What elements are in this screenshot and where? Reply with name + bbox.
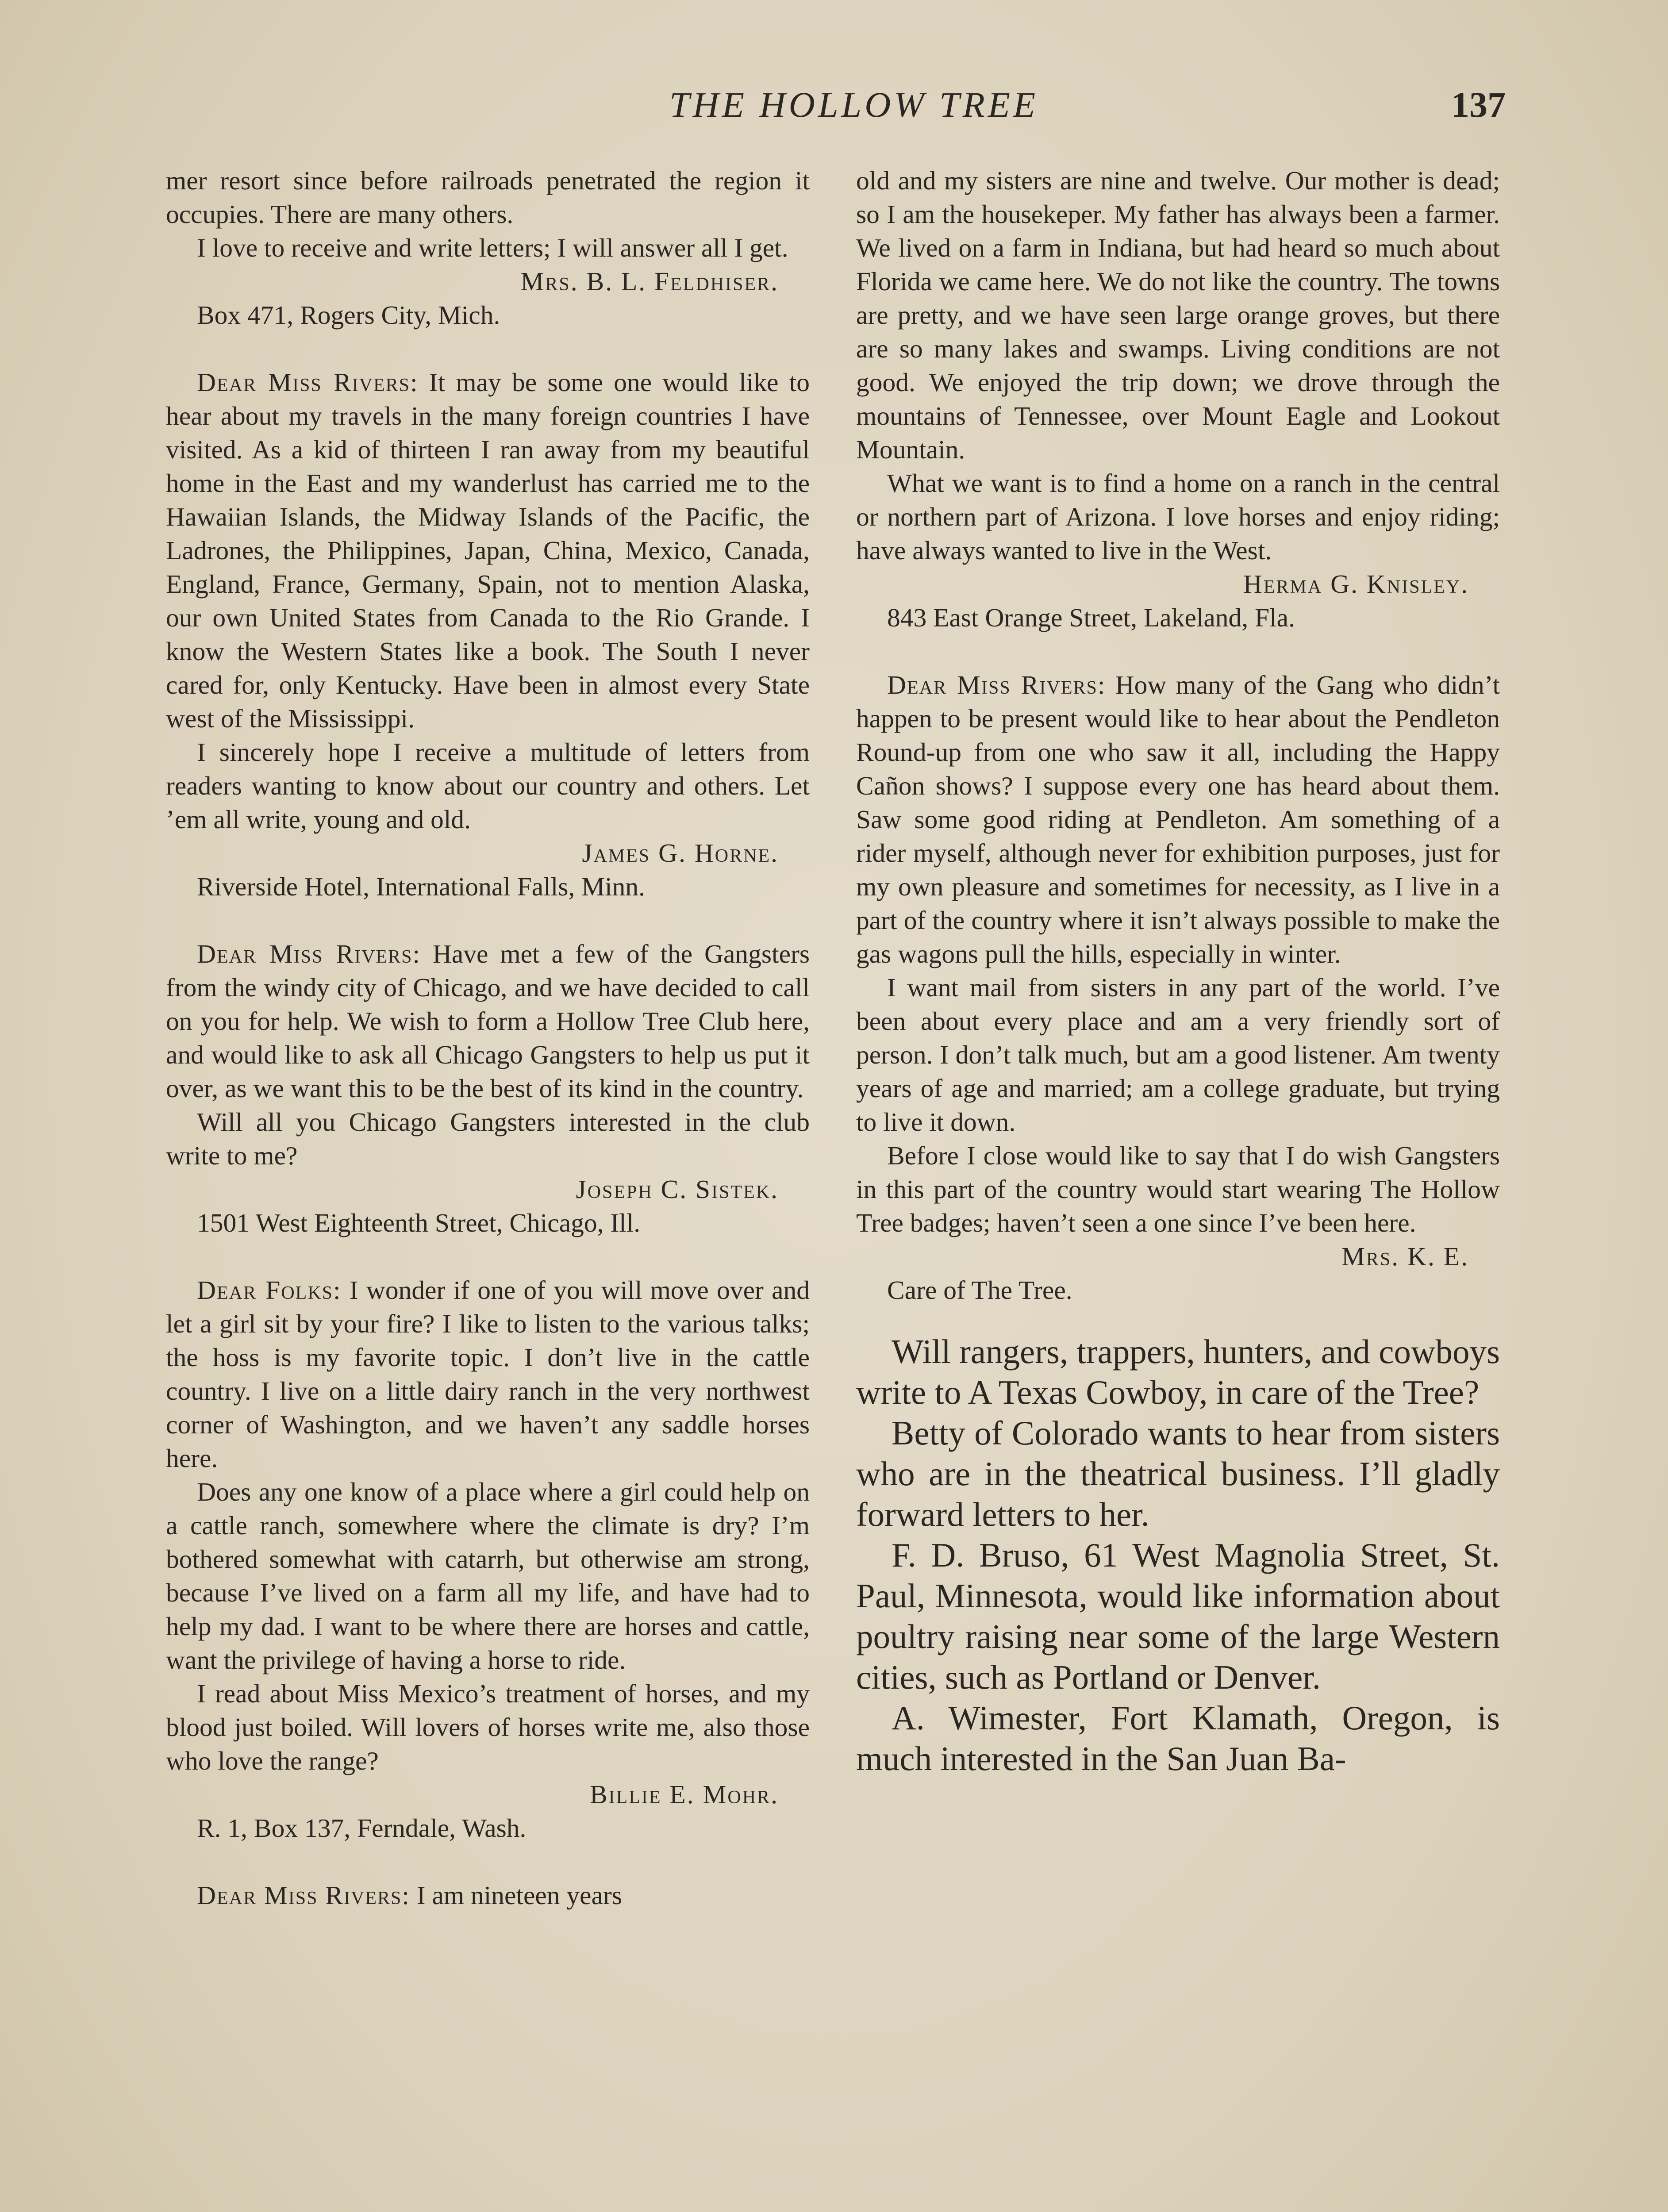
note-paragraph: Will rangers, trappers, hunters, and cowboys write to A Texas Cowboy, in care of the Tree? [856, 1333, 1500, 1411]
letter-text: It may be some one would like to hear about my travels in the many foreign countries I have visited. As a kid of thirteen I ran away from my beautiful home in the East and my wanderlust has carried me to the Hawaiian Islands, the Midway Islands of the Pacific, the Ladrones, the Philippines, Japan, China, Mexico, Canada, England, France, Germany, Spain, not to mention Alaska, our own United States from Canada to the Rio Grande. I know the Western States like a book. The South I never cared for, only Kentucky. Have been in almost every State west of the Mississippi. [166, 368, 810, 733]
letter-salutation: Dear Miss Rivers: [887, 670, 1106, 699]
letter-signature: Joseph C. Sistek. [576, 1175, 779, 1204]
letter-text: mer resort since before railroads penetrated the region it occupies. There are many others. [166, 166, 810, 229]
letter-text: I sincerely hope I receive a multitude of letters from readers wanting to know about our country and others. Let ’em all write, young and old. [166, 737, 810, 834]
letter-text: I read about Miss Mexico’s treatment of horses, and my blood just boiled. Will lovers of horses write me, also those who love the range? [166, 1679, 810, 1775]
letter-text: Does any one know of a place where a girl could help on a cattle ranch, somewhere where the climate is dry? I’m bothered somewhat with catarrh, but otherwise am strong, because I’ve lived on a farm all my life, and have had to help my dad. I want to be where there are horses and cattle, want the privilege of having a horse to ride. [166, 1477, 810, 1674]
note-paragraph: A. Wimester, Fort Klamath, Oregon, is much interested in the San Juan Ba- [856, 1699, 1500, 1778]
letter-text: How many of the Gang who didn’t happen to be present would like to hear about the Pendleton Round-up from one who saw it all, including the Happy Cañon shows? I suppose every one has heard about them. Saw some good riding at Pendleton. Am something of a rider myself, although never for exhibition purposes, just for my own pleasure and sometimes for necessity, as I live in a part of the country where it isn’t always possible to make the gas wagons pull the hills, especially in winter. [856, 670, 1500, 968]
letter-address: 843 East Orange Street, Lakeland, Fla. [887, 603, 1295, 632]
letter-text: Have met a few of the Gangsters from the windy city of Chicago, and we have decided to call on you for help. We wish to form a Hollow Tree Club here, and would like to ask all Chicago Gangsters to help us put it over, as we want this to be the best of its kind in the country. [166, 939, 810, 1103]
letter-address: 1501 West Eighteenth Street, Chicago, Ill. [197, 1208, 641, 1237]
letter-text: Will all you Chicago Gangsters interested in the club write to me? [166, 1107, 810, 1170]
letter-signature: Mrs. K. E. [1341, 1242, 1469, 1271]
letter-address: Box 471, Rogers City, Mich. [197, 300, 500, 330]
running-head: THE HOLLOW TREE [669, 84, 1038, 125]
letter-signature: Herma G. Knisley. [1243, 569, 1469, 599]
letter-salutation: Dear Miss Rivers: [197, 1881, 410, 1910]
letter-address: R. 1, Box 137, Ferndale, Wash. [197, 1813, 527, 1843]
note-paragraph: Betty of Colorado wants to hear from sisters who are in the theatrical business. I’ll gladly forward letters to her. [856, 1414, 1500, 1533]
page-number: 137 [1451, 84, 1506, 125]
letter-signature: James G. Horne. [582, 838, 779, 868]
letter-text: I am nineteen years [416, 1881, 622, 1910]
letter-salutation: Dear Folks: [197, 1275, 342, 1305]
letter-signature: Mrs. B. L. Feldhiser. [520, 267, 779, 296]
letter-salutation: Dear Miss Rivers: [197, 939, 421, 968]
letter-text: What we want is to find a home on a ranch in the central or northern part of Arizona. I love horses and enjoy riding; have always wanted to live in the West. [856, 469, 1500, 565]
left-column [166, 164, 810, 1912]
letter-text: I love to receive and write letters; I will answer all I get. [197, 233, 788, 262]
letter-address: Riverside Hotel, International Falls, Minn. [197, 872, 645, 901]
letter-salutation: Dear Miss Rivers: [197, 368, 419, 397]
letter-text: I wonder if one of you will move over and let a girl sit by your fire? I like to listen to the various talks; the hoss is my favorite topic. I don’t live in the cattle country. I live on a little dairy ranch in the very northwest corner of Washington, and we haven’t any saddle horses here. [166, 1275, 810, 1473]
letter-signature: Billie E. Mohr. [589, 1780, 779, 1809]
letter-text: Before I close would like to say that I do wish Gangsters in this part of the country would start wearing The Hollow Tree badges; haven’t seen a one since I’ve been here. [856, 1141, 1500, 1237]
letter-address: Care of The Tree. [887, 1275, 1072, 1305]
right-column [856, 164, 1500, 1779]
note-paragraph: F. D. Bruso, 61 West Magnolia Street, St. Paul, Minnesota, would like information about poultry raising near some of the large Western cities, such as Portland or Denver. [856, 1536, 1500, 1696]
notes-section [856, 1331, 1500, 1779]
letter-text: I want mail from sisters in any part of the world. I’ve been about every place and am a very friendly sort of person. I don’t talk much, but am a good listener. Am twenty years of age and married; am a college graduate, but trying to live it down. [856, 973, 1500, 1137]
letter-text: old and my sisters are nine and twelve. Our mother is dead; so I am the housekeper. My father has always been a farmer. We lived on a farm in Indiana, but had heard so much about Florida we came here. We do not like the country. The towns are pretty, and we have seen large orange groves, but there are so many lakes and swamps. Living conditions are not good. We enjoyed the trip down; we drove through the mountains of Tennessee, over Mount Eagle and Lookout Mountain. [856, 166, 1500, 464]
